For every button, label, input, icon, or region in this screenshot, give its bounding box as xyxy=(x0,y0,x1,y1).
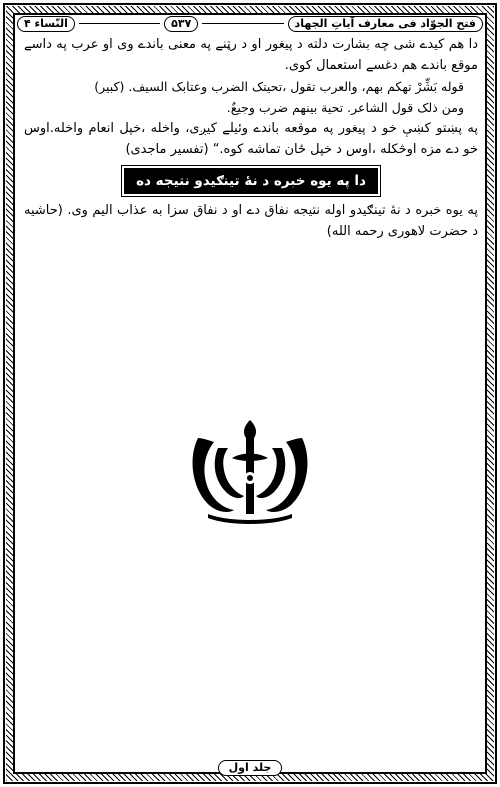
page-header xyxy=(17,15,483,32)
arabic-quote-2: ومن ذلک قول الشاعر. تحیة بینهم ضرب وجیعٌ. xyxy=(226,100,464,115)
section-heading: دا په یوه خبره د نهٔ تینګیدو نتیجه ده xyxy=(124,168,378,194)
footer-volume: جلد اول xyxy=(218,760,282,776)
header-page-number: ۵۳۷ xyxy=(164,16,198,32)
section-heading-wrap xyxy=(24,168,478,194)
paragraph-2: په پښتو کښې خو د پیغور په موقعه باندے وئیلے کیږی، واخله ،خپل انعام واخله.اوس خو دے مزه اوڅکله ،اوس د خپل ځان تماشه کوه.“ (تفسیر ماجدی) xyxy=(24,121,478,157)
paragraph-3: په یوه خبره د نهٔ تینګیدو اوله نتیجه نفاق دے او د نفاق سزا به عذاب الیم وی. (حاشیه د حضرت لاهوری رحمه الله) xyxy=(24,203,478,239)
paragraph-1: دا هم کیدے شی چه بشارت دلته د پیغور او د رټنے په معنی باندے وی او عرب په داسے موقع باندے هم دغسے استعمال کوی. xyxy=(24,37,478,73)
header-book-title: فتح الجوّاد فی معارف آیاتِ الجهاد xyxy=(288,16,483,32)
header-rule-right xyxy=(202,23,283,24)
page-content xyxy=(24,34,478,242)
calligraphy-ornament-icon xyxy=(188,418,312,526)
header-rule-left xyxy=(79,23,160,24)
arabic-quote-1: قوله بَشِّرْ تهکم بهم، والعرب تقول ،تحیتک الضرب وعتابک السیف. (کبیر) xyxy=(94,79,464,94)
header-surah: النّساء ۴ xyxy=(17,16,75,32)
